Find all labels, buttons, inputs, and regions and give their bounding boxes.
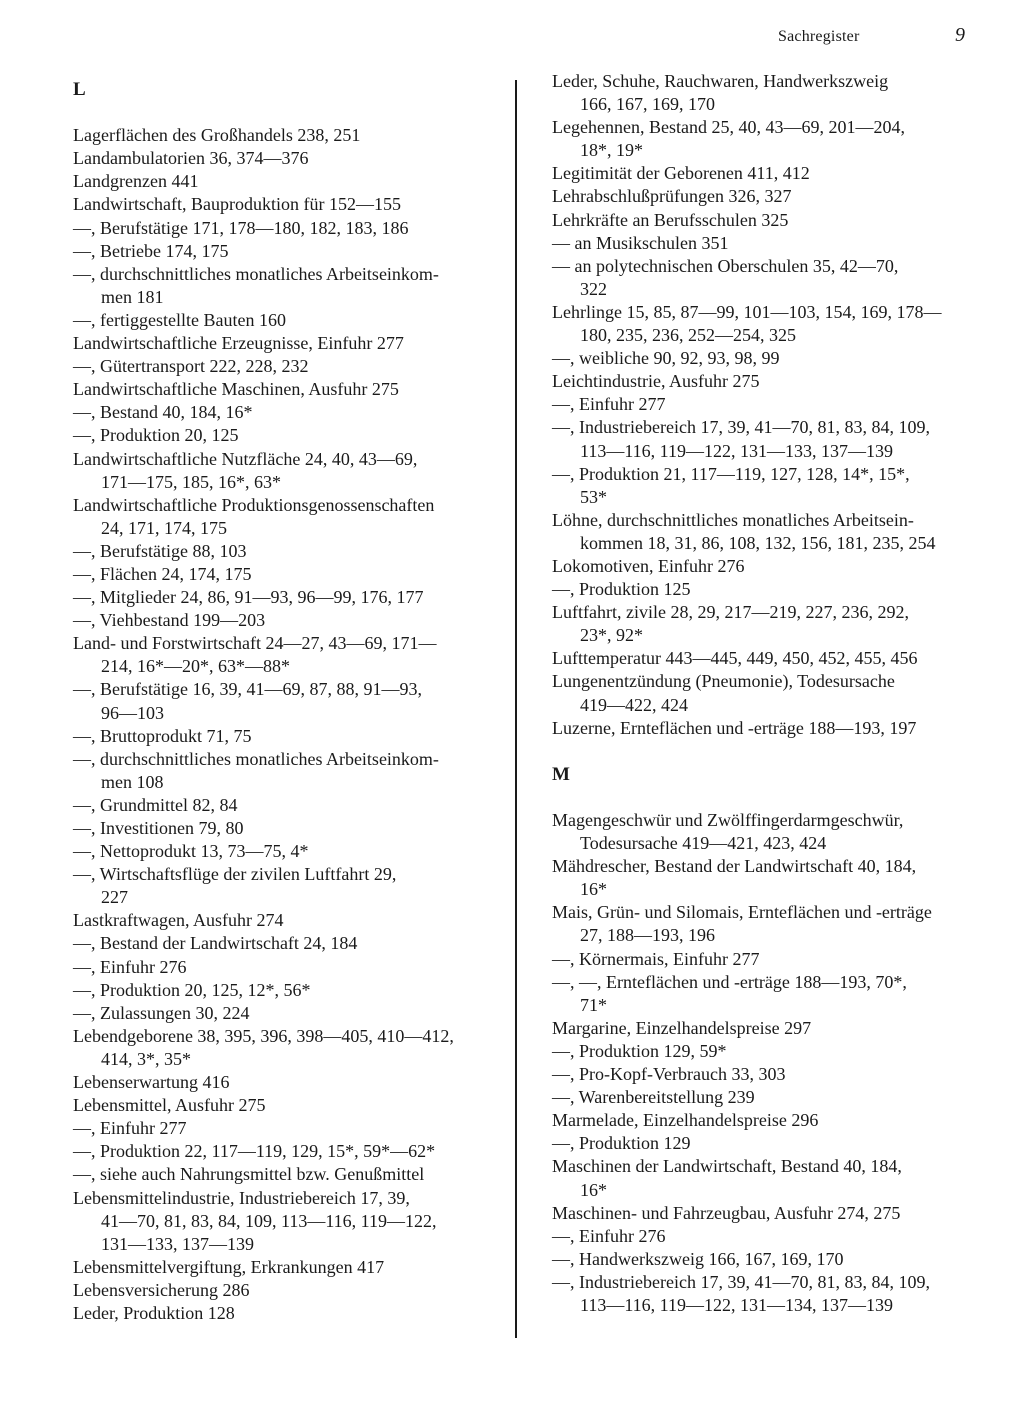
index-entry: —, Investitionen 79, 80	[73, 818, 244, 838]
index-entry-continuation: 419—422, 424	[580, 694, 688, 715]
index-entry: —, Produktion 129	[552, 1133, 691, 1154]
index-entry: Margarine, Einzelhandelspreise 297	[552, 1017, 812, 1038]
index-entry: —, Zulassungen 30, 224	[73, 1002, 250, 1023]
section-spacer	[552, 786, 987, 809]
index-entry: —, Betriebe 174, 175	[73, 240, 229, 261]
index-entry-continuation: 41—70, 81, 83, 84, 109, 113—116, 119—122,	[101, 1210, 437, 1231]
index-entry: —, Einfuhr 277	[73, 1118, 187, 1139]
index-entry-continuation: 27, 188—193, 196	[580, 925, 715, 946]
index-entry: —, Produktion 20, 125, 12*, 56*	[73, 979, 311, 1000]
index-entry-continuation: 23*, 92*	[580, 625, 643, 646]
index-entry: —, Mitglieder 24, 86, 91—93, 96—99, 176, 177	[73, 587, 424, 608]
index-column-right	[552, 70, 987, 1317]
column-divider	[515, 80, 517, 1338]
index-entry: Lebensmittel, Ausfuhr 275	[73, 1095, 266, 1116]
index-entry: Leder, Produktion 128	[73, 1302, 235, 1323]
index-entry: —, Produktion 20, 125	[73, 425, 239, 446]
index-entries-right-m	[552, 809, 987, 1317]
index-entry: —, weibliche 90, 92, 93, 98, 99	[552, 348, 780, 369]
index-entry: —, Berufstätige 16, 39, 41—69, 87, 88, 91—93,	[73, 679, 422, 700]
index-entry: —, Produktion 129, 59*	[552, 1040, 727, 1061]
index-entry: Legehennen, Bestand 25, 40, 43—69, 201—204,	[552, 117, 905, 138]
index-entry: Maschinen der Landwirtschaft, Bestand 40, 184,	[552, 1156, 902, 1177]
index-entry: Luzerne, Ernteflächen und -erträge 188—193, 197	[552, 717, 917, 738]
index-entry: Maschinen- und Fahrzeugbau, Ausfuhr 274, 275	[552, 1202, 901, 1223]
index-entry: —, —, Ernteflächen und -erträge 188—193, 70*,	[552, 971, 907, 992]
index-entry-continuation: 113—116, 119—122, 131—133, 137—139	[580, 440, 893, 461]
index-entry-continuation: 24, 171, 174, 175	[101, 517, 227, 538]
index-entry: Lebensmittelindustrie, Industriebereich 17, 39,	[73, 1187, 410, 1208]
index-entry: Legitimität der Geborenen 411, 412	[552, 163, 810, 184]
index-entry-continuation: 113—116, 119—122, 131—134, 137—139	[580, 1294, 893, 1315]
section-letter-m: M	[552, 763, 570, 785]
index-entry: —, Handwerkszweig 166, 167, 169, 170	[552, 1248, 844, 1269]
index-entry: —, Einfuhr 277	[552, 394, 666, 415]
index-entry-continuation: 414, 3*, 35*	[101, 1048, 191, 1069]
section-spacer	[552, 740, 987, 763]
index-entry: Lehrkräfte an Berufsschulen 325	[552, 209, 789, 230]
index-entry: Lehrlinge 15, 85, 87—99, 101—103, 154, 169, 178—	[552, 301, 942, 322]
index-entries-right-l	[552, 70, 987, 740]
index-entry: —, Bestand der Landwirtschaft 24, 184	[73, 933, 358, 954]
index-entry-continuation: 96—103	[101, 702, 164, 723]
index-entry: —, Berufstätige 88, 103	[73, 540, 247, 561]
index-entry-continuation: 322	[580, 278, 607, 299]
index-entry: —, fertiggestellte Bauten 160	[73, 309, 286, 330]
index-entry: Landwirtschaft, Bauproduktion für 152—155	[73, 194, 401, 215]
index-entry: Lebensversicherung 286	[73, 1279, 250, 1300]
index-entry: Landgrenzen 441	[73, 171, 199, 192]
index-entry: Landwirtschaftliche Nutzfläche 24, 40, 43—69,	[73, 448, 418, 469]
index-entry: —, Warenbereitstellung 239	[552, 1087, 755, 1108]
index-entry-continuation: 16*	[580, 879, 607, 900]
index-entry: —, Produktion 21, 117—119, 127, 128, 14*, 15*,	[552, 463, 910, 484]
index-entry: Leichtindustrie, Ausfuhr 275	[552, 371, 760, 392]
index-entry: Leder, Schuhe, Rauchwaren, Handwerkszweig	[552, 71, 889, 91]
index-entry-continuation: 16*	[580, 1179, 607, 1200]
section-spacer	[73, 101, 503, 124]
index-entry: —, durchschnittliches monatliches Arbeitseinkom-	[73, 748, 439, 769]
index-entry-continuation: men 181	[101, 286, 164, 307]
index-entry: Lungenentzündung (Pneumonie), Todesursache	[552, 671, 895, 692]
index-entry: Landwirtschaftliche Produktionsgenossenschaften	[73, 494, 435, 515]
index-entry-continuation: 131—133, 137—139	[101, 1233, 254, 1254]
index-entry: —, Produktion 22, 117—119, 129, 15*, 59*—62*	[73, 1141, 436, 1162]
index-entry: — an polytechnischen Oberschulen 35, 42—70,	[552, 255, 899, 276]
index-entry: —, Einfuhr 276	[552, 1225, 666, 1246]
index-entry: Landwirtschaftliche Erzeugnisse, Einfuhr 277	[73, 333, 404, 354]
index-entry: Land- und Forstwirtschaft 24—27, 43—69, 171—	[73, 633, 437, 654]
index-entry-continuation: 53*	[580, 486, 607, 507]
index-entry: Lokomotiven, Einfuhr 276	[552, 555, 745, 576]
index-entry: Luftfahrt, zivile 28, 29, 217—219, 227, 236, 292,	[552, 602, 909, 623]
index-entry: —, Bestand 40, 184, 16*	[73, 402, 253, 423]
index-entry: —, Grundmittel 82, 84	[73, 794, 238, 815]
index-entry: Marmelade, Einzelhandelspreise 296	[552, 1110, 819, 1131]
index-entry: —, Wirtschaftsflüge der zivilen Luftfahrt 29,	[73, 864, 397, 885]
index-entry: —, Körnermais, Einfuhr 277	[552, 948, 760, 969]
index-entry: —, Gütertransport 222, 228, 232	[73, 356, 309, 377]
index-entry: —, Produktion 125	[552, 579, 691, 600]
index-entry: Lastkraftwagen, Ausfuhr 274	[73, 910, 284, 931]
index-entry-continuation: kommen 18, 31, 86, 108, 132, 156, 181, 235, 254	[580, 532, 936, 553]
index-entry: —, siehe auch Nahrungsmittel bzw. Genußmittel	[73, 1164, 425, 1185]
index-entry-continuation: Todesursache 419—421, 423, 424	[580, 833, 827, 854]
index-entry: —, Flächen 24, 174, 175	[73, 563, 252, 584]
index-entry: Löhne, durchschnittliches monatliches Arbeitsein-	[552, 509, 914, 530]
index-entry: Magengeschwür und Zwölffingerdarmgeschwür,	[552, 810, 904, 830]
index-entry: —, Bruttoprodukt 71, 75	[73, 725, 252, 746]
section-letter-l: L	[73, 79, 86, 100]
index-entry-continuation: 71*	[580, 994, 607, 1015]
page-number: 9	[955, 24, 965, 46]
index-entry: Lagerflächen des Großhandels 238, 251	[73, 125, 361, 146]
index-entry-continuation: 166, 167, 169, 170	[580, 94, 715, 115]
index-entry: Lebensmittelvergiftung, Erkrankungen 417	[73, 1256, 385, 1277]
index-entries-left	[73, 124, 503, 1325]
index-entry: —, Industriebereich 17, 39, 41—70, 81, 83, 84, 109,	[552, 1271, 930, 1292]
index-entry: Lehrabschlußprüfungen 326, 327	[552, 186, 792, 207]
index-entry: — an Musikschulen 351	[552, 232, 729, 253]
index-column-left	[73, 78, 503, 1325]
index-entry: —, Berufstätige 171, 178—180, 182, 183, 186	[73, 217, 409, 238]
index-entry-continuation: 180, 235, 236, 252—254, 325	[580, 325, 796, 346]
index-entry-continuation: 171—175, 185, 16*, 63*	[101, 471, 281, 492]
index-entry: Lebenserwartung 416	[73, 1072, 230, 1093]
index-entry-continuation: 18*, 19*	[580, 140, 643, 161]
index-entry: Landwirtschaftliche Maschinen, Ausfuhr 275	[73, 379, 399, 400]
running-head: Sachregister	[778, 28, 860, 45]
index-entry: —, Viehbestand 199—203	[73, 610, 266, 631]
index-entry: Mais, Grün- und Silomais, Ernteflächen und -erträge	[552, 902, 932, 923]
index-entry: —, Pro-Kopf-Verbrauch 33, 303	[552, 1064, 786, 1085]
index-entry-continuation: 214, 16*—20*, 63*—88*	[101, 656, 290, 677]
index-entry: Mähdrescher, Bestand der Landwirtschaft 40, 184,	[552, 856, 917, 877]
index-entry: —, durchschnittliches monatliches Arbeitseinkom-	[73, 263, 439, 284]
index-entry: Lufttemperatur 443—445, 449, 450, 452, 455, 456	[552, 648, 918, 669]
index-entry: Lebendgeborene 38, 395, 396, 398—405, 410—412,	[73, 1025, 454, 1046]
index-entry: —, Industriebereich 17, 39, 41—70, 81, 83, 84, 109,	[552, 417, 930, 438]
index-entry-continuation: 227	[101, 887, 128, 908]
index-entry: —, Einfuhr 276	[73, 956, 187, 977]
index-entry: —, Nettoprodukt 13, 73—75, 4*	[73, 841, 309, 862]
index-entry: Landambulatorien 36, 374—376	[73, 148, 309, 169]
index-entry-continuation: men 108	[101, 771, 164, 792]
